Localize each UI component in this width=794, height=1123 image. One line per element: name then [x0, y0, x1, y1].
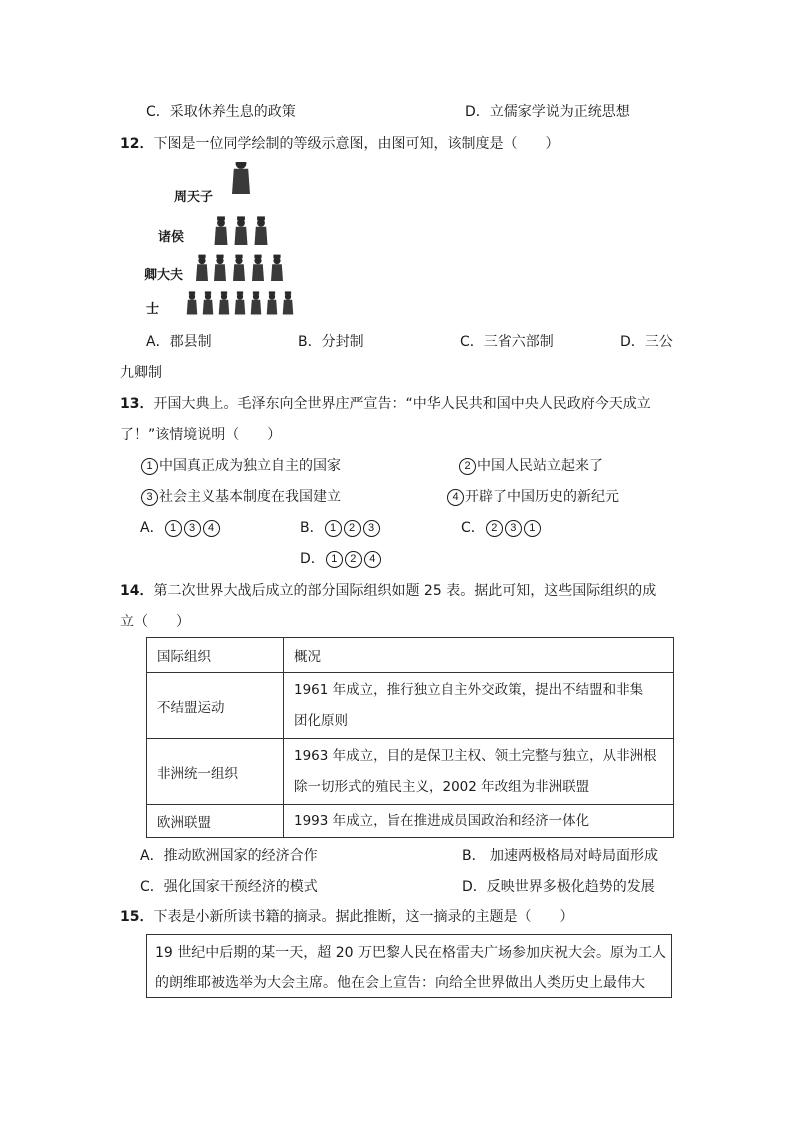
- q15-stem: [120, 906, 573, 926]
- q13-item-1: [140, 455, 341, 475]
- figure-label-king: 周天子: [174, 190, 214, 205]
- circled-number: 4: [203, 520, 220, 537]
- circled-number: 4: [447, 489, 464, 506]
- option-letter: D．: [300, 551, 325, 567]
- q13-item-text: 社会主义基本制度在我国建立: [159, 489, 341, 505]
- q11-option-d: D．立儒家学说为正统思想: [465, 104, 630, 120]
- table-cell-desc: [284, 739, 674, 805]
- q12-option-b: B．分封制: [298, 334, 364, 350]
- circled-number: 1: [165, 520, 182, 537]
- circled-number: 3: [505, 520, 522, 537]
- q14-option-b: B． 加速两极格局对峙局面形成: [462, 848, 659, 864]
- q14-stem-line1: [120, 580, 656, 600]
- q13-item-text: 中国真正成为独立自主的国家: [159, 458, 341, 474]
- q15-number: 15．: [120, 909, 154, 925]
- q13-stem-line1: [120, 393, 651, 413]
- table-row: [147, 673, 674, 739]
- table-cell-org: 欧洲联盟: [147, 805, 284, 838]
- circled-number: 1: [141, 458, 158, 475]
- q14-option-d: D．反映世界多极化趋势的发展: [462, 879, 655, 895]
- desc-line: 除一切形式的殖民主义，2002 年改组为非洲联盟: [294, 778, 590, 795]
- figure-label-ministers: 卿大夫: [144, 268, 184, 283]
- figure-label-lords: 诸侯: [158, 230, 185, 245]
- figure-label-scholars: 士: [146, 302, 160, 317]
- circled-number: 1: [325, 520, 342, 537]
- q14-option-a: A．推动欧洲国家的经济合作: [140, 848, 318, 864]
- q13-item-text: 中国人民站立起来了: [477, 458, 603, 474]
- circled-number: 3: [363, 520, 380, 537]
- circled-number: 2: [344, 520, 361, 537]
- q13-option-d: [300, 548, 382, 568]
- q12-option-a: A．郡县制: [146, 334, 212, 350]
- table-header-cell: 国际组织: [147, 638, 284, 673]
- circled-number: 2: [459, 458, 476, 475]
- q12-option-c: C．三省六部制: [460, 334, 554, 350]
- q13-option-c: [461, 517, 542, 537]
- circled-number: 4: [364, 551, 381, 568]
- q13-item-2: [458, 455, 603, 475]
- table-cell-desc: [284, 805, 674, 838]
- table-header-row: [147, 638, 674, 673]
- table-header-cell: 概况: [284, 638, 674, 673]
- q14-number: 14．: [120, 583, 154, 599]
- hierarchy-figure: [140, 162, 300, 322]
- q11-option-c: C．采取休养生息的政策: [146, 104, 296, 120]
- circled-number: 1: [326, 551, 343, 568]
- table-cell-desc: [284, 673, 674, 739]
- option-letter: C．: [461, 520, 485, 536]
- option-letter: A．: [140, 520, 164, 536]
- desc-line: 1993 年成立，旨在推进成员国政治和经济一体化: [294, 812, 590, 829]
- circled-number: 1: [524, 520, 541, 537]
- excerpt-line: 19 世纪中后期的某一天，超 20 万巴黎人民在格雷夫广场参加庆祝大会。原为工人: [155, 945, 666, 961]
- q13-option-a: [140, 517, 221, 537]
- table-row: [147, 805, 674, 838]
- desc-line: 1963 年成立，目的是保卫主权、领土完整与独立，从非洲根: [294, 747, 657, 764]
- organizations-table: [146, 637, 674, 838]
- q14-option-c: C．强化国家干预经济的模式: [140, 879, 318, 895]
- q12-number: 12．: [120, 136, 154, 152]
- q14-stem-line2: 立（ ）: [120, 614, 190, 630]
- circled-number: 3: [184, 520, 201, 537]
- q13-item-4: [446, 486, 619, 506]
- q13-option-b: [300, 517, 381, 537]
- option-letter: B．: [300, 520, 324, 536]
- book-excerpt-box: [146, 934, 672, 998]
- table-cell-org: 非洲统一组织: [147, 739, 284, 805]
- table-cell-org: 不结盟运动: [147, 673, 284, 739]
- q13-stem-text: 开国大典上。毛泽东向全世界庄严宣告：“中华人民共和国中央人民政府今天成立: [153, 396, 651, 412]
- q12-stem: [120, 133, 559, 153]
- excerpt-line: 的朗维耶被选举为大会主席。他在会上宣告：向给全世界做出人类历史上最伟大: [155, 975, 645, 991]
- q12-option-d-continued: 九卿制: [120, 365, 162, 381]
- q13-stem-line2: 了！”该情境说明（ ）: [120, 427, 282, 443]
- q12-stem-text: 下图是一位同学绘制的等级示意图，由图可知，该制度是（ ）: [153, 136, 560, 152]
- q13-item-3: [140, 486, 341, 506]
- q12-option-d: D．三公: [620, 334, 673, 350]
- q14-stem-text: 第二次世界大战后成立的部分国际组织如题 25 表。据此可知，这些国际组织的成: [153, 583, 657, 599]
- desc-line: 1961 年成立，推行独立自主外交政策，提出不结盟和非集: [294, 681, 644, 698]
- circled-number: 2: [486, 520, 503, 537]
- circled-number: 2: [345, 551, 362, 568]
- q15-stem-text: 下表是小新所读书籍的摘录。据此推断，这一摘录的主题是（ ）: [153, 909, 574, 925]
- q13-item-text: 开辟了中国历史的新纪元: [465, 489, 619, 505]
- figure-illustration: [140, 162, 300, 322]
- q13-number: 13．: [120, 396, 154, 412]
- table-row: [147, 739, 674, 805]
- circled-number: 3: [141, 489, 158, 506]
- desc-line: 团化原则: [294, 712, 348, 729]
